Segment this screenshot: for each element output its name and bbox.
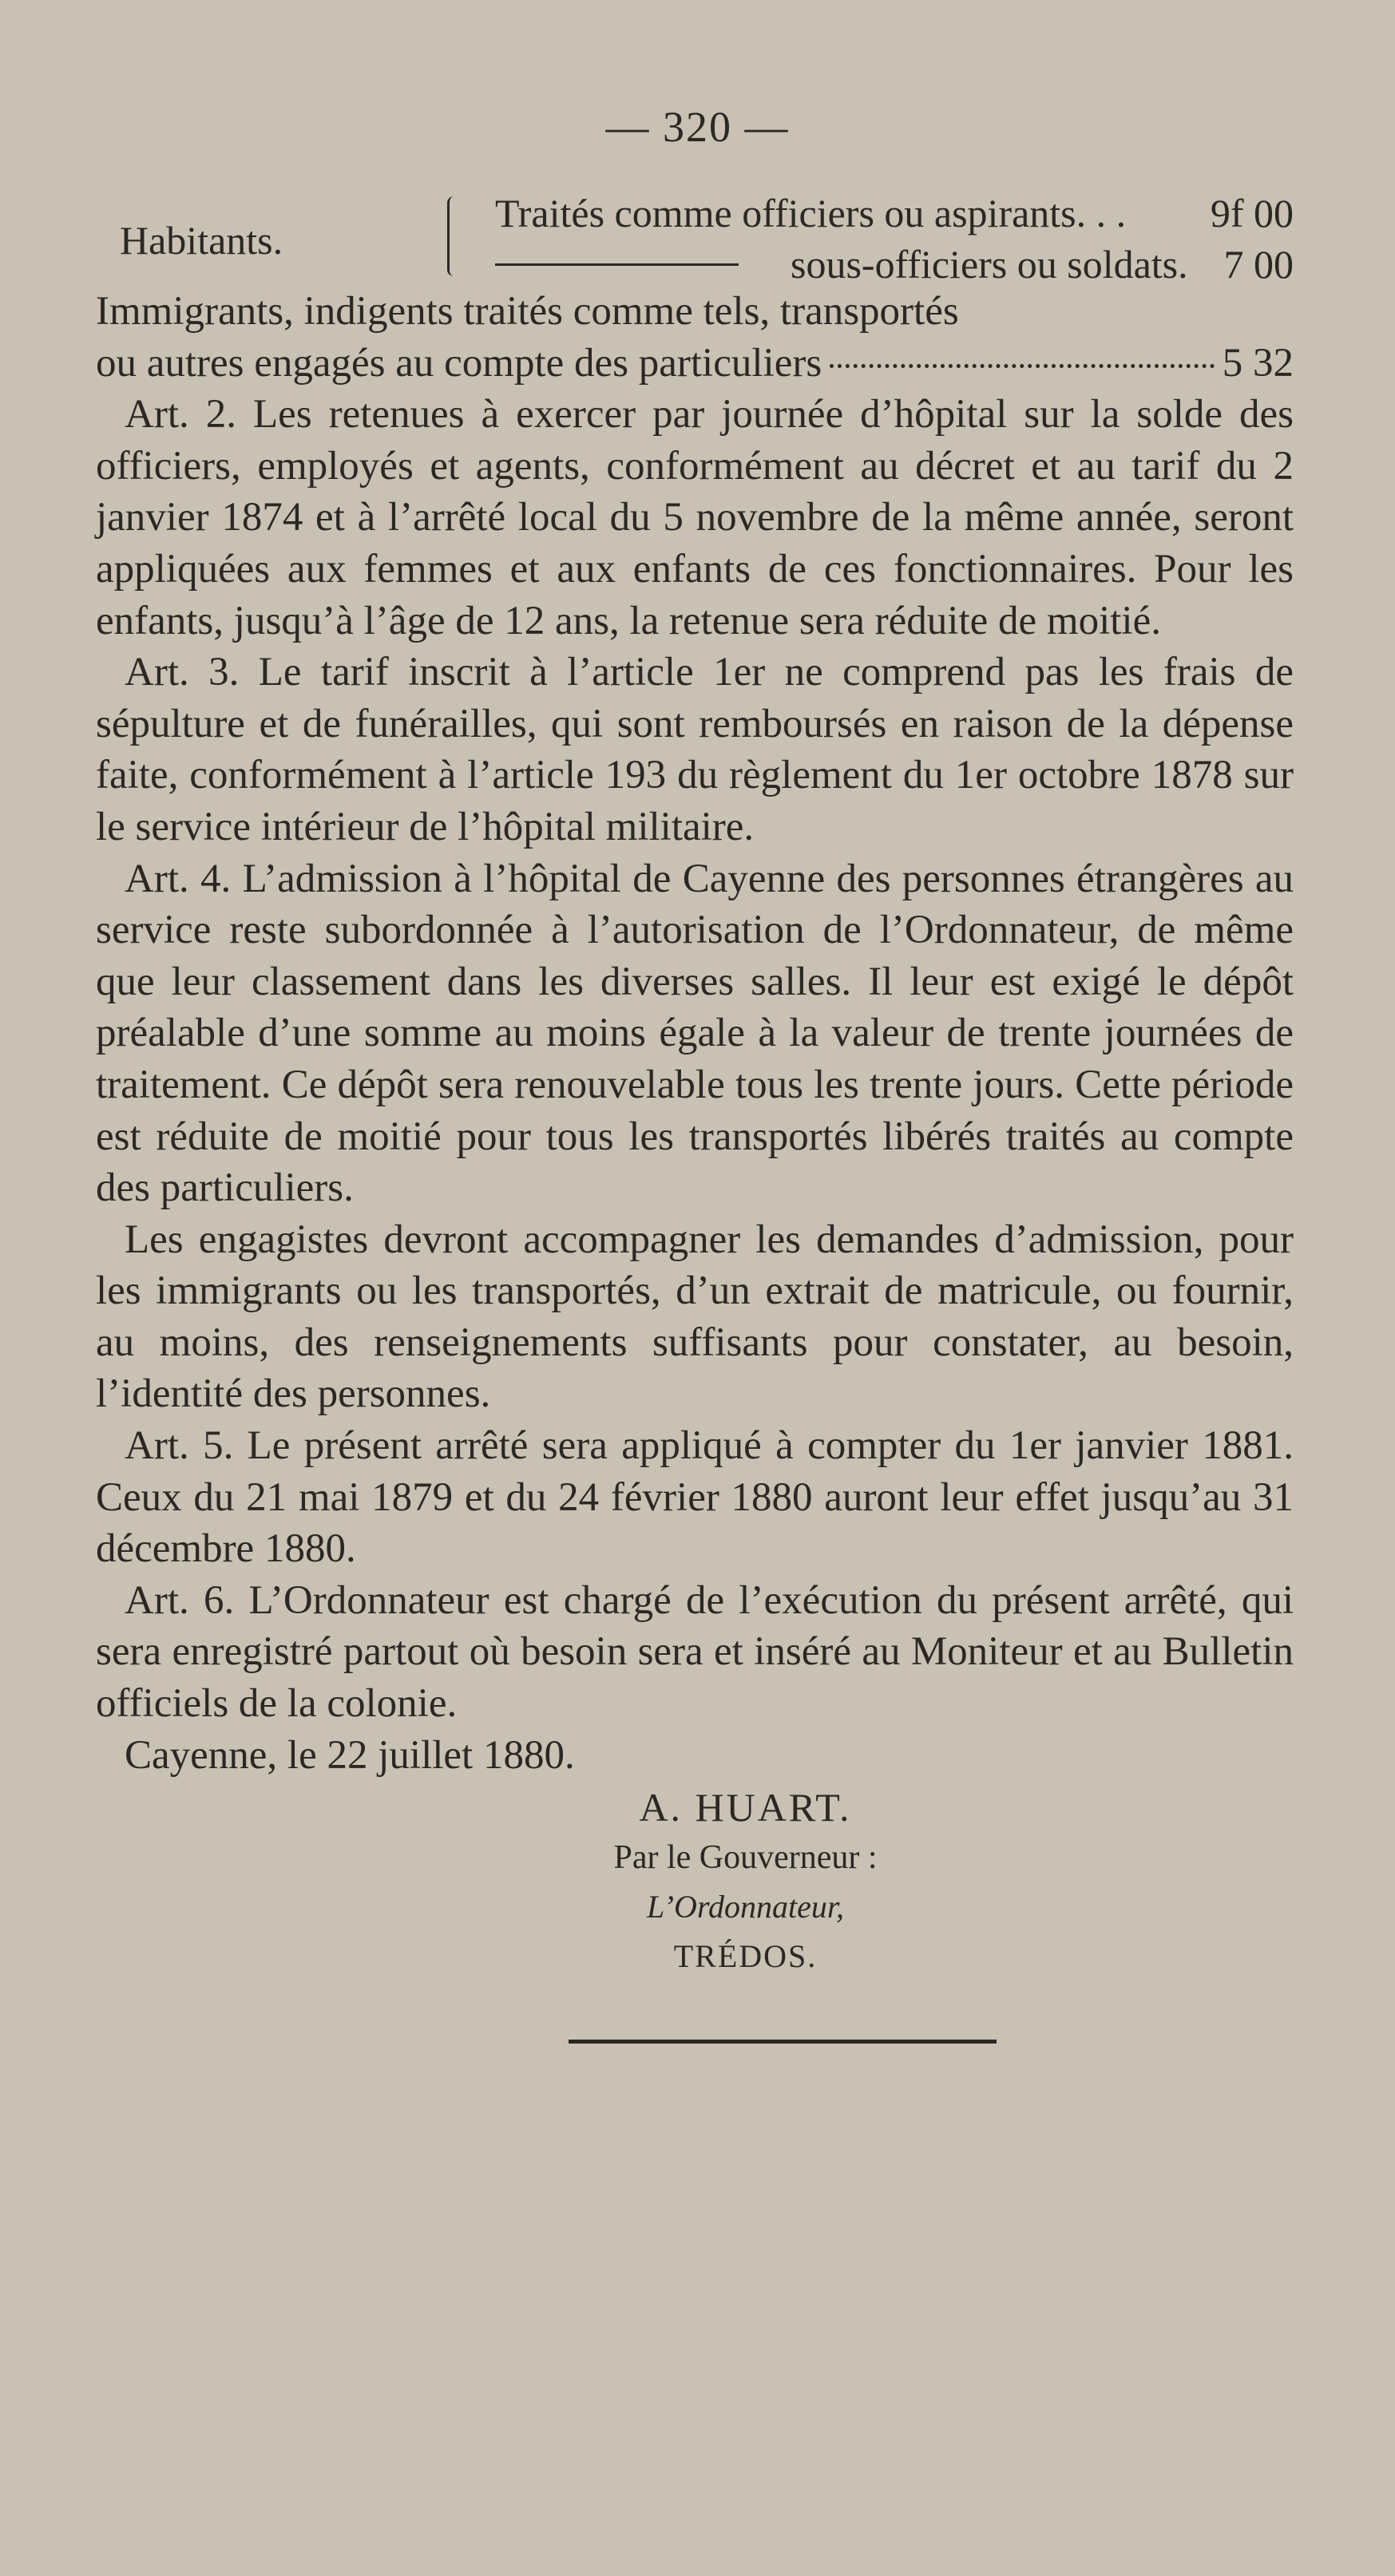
engagistes-paragraph: Les engagistes devront accompagner les demandes d’admission, pour les immigrants ou les transportés, d’un extrait de matricule, ou fournir, au moins, des renseignements suffisants pour constater, au besoin, l’identité des personnes. <box>96 1217 1294 1417</box>
article-5: Art. 5. Le présent arrêté sera appliqué à compter du 1er janvier 1881. Ceux du 21 mai 1879 et du 24 février 1880 auront leur effet jusqu’au 31 décembre 1880. <box>96 1423 1294 1572</box>
article-3: Art. 3. Le tarif inscrit à l’article 1er ne comprend pas les frais de sépulture et de funérailles, qui sont remboursés en raison de la dépense faite, conformément à l’article 193 du règlement du 1er octobre 1878 sur le service intérieur de l’hôpital militaire. <box>96 650 1294 849</box>
immigrants-line2 <box>96 338 1294 390</box>
ditto-rule <box>495 263 739 266</box>
signature-title: L’Ordonnateur, <box>646 1889 845 1925</box>
article-2: Art. 2. Les retenues à exercer par journée d’hôpital sur la solde des officiers, employés et agents, conformément au décret et au tarif du 2 janvier 1874 et à l’arrêté local du 5 novembre de la même année, seront appliquées aux femmes et aux enfants de ces fonctionnaires. Pour les enfants, jusqu’à l’âge de 12 ans, la retenue sera réduite de moitié. <box>96 392 1294 643</box>
signature-name: A. HUART. <box>639 1785 852 1830</box>
tariff-table <box>120 190 1294 294</box>
tariff-row-label: sous-officiers ou soldats. <box>791 242 1188 287</box>
immigrants-line1: Immigrants, indigents traités comme tels, transportés <box>96 289 959 334</box>
date-line: Cayenne, le 22 juillet 1880. <box>125 1732 575 1778</box>
tariff-row-price: 9f 00 <box>1210 191 1294 235</box>
brace-icon <box>447 196 462 276</box>
body-text <box>96 286 1294 1781</box>
immigrants-label: ou autres engagés au compte des particuliers <box>96 340 822 386</box>
tariff-row-label: Traités comme officiers ou aspirants. . . <box>495 191 1127 235</box>
tariff-group-label: Habitants. <box>120 218 283 263</box>
tariff-row-price: 7 00 <box>1223 242 1294 287</box>
signature-par: Par le Gouverneur : <box>613 1839 878 1876</box>
article-6: Art. 6. L’Ordonnateur est chargé de l’exécution du présent arrêté, qui sera enregistré partout où besoin sera et inséré au Moniteur et au Bulletin officiels de la colonie. <box>96 1577 1294 1727</box>
immigrants-price: 5 32 <box>1222 340 1294 386</box>
leader-dots <box>830 364 1215 368</box>
page-number: — 320 — <box>605 103 790 151</box>
signature-ordonnateur: TRÉDOS. <box>673 1938 818 1974</box>
end-rule <box>569 2040 997 2044</box>
article-4: Art. 4. L’admission à l’hôpital de Cayenne des personnes étrangères au service reste subordonnée à l’autorisation de l’Ordonnateur, de même que leur classement dans les diverses salles. Il leur est exigé le dépôt préalable d’une somme au moins égale à la valeur de trente journées de traitement. Ce dépôt sera renouvelable tous les trente jours. Cette période est réduite de moitié pour tous les transportés libérés traités au compte des particuliers. <box>96 856 1294 1211</box>
